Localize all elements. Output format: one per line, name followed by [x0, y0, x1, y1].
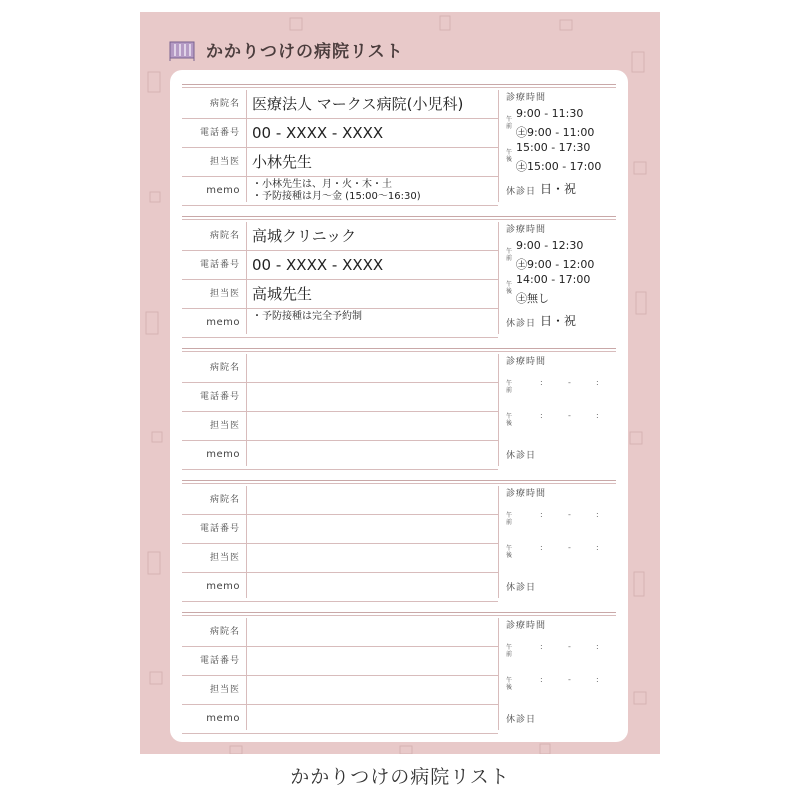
- doctor-label: 担当医: [209, 289, 240, 299]
- hospital-label: 病院名: [209, 495, 240, 505]
- hours-label: 診療時間: [506, 621, 547, 631]
- pm-label: 午後: [506, 281, 513, 295]
- hospital-entry: [182, 612, 616, 733]
- closed-label: 休診日: [506, 451, 537, 461]
- pm-dash: -: [568, 675, 571, 684]
- closed-days-field[interactable]: 日・祝: [540, 314, 577, 328]
- am-colon-end: :: [596, 378, 599, 387]
- am-dash: -: [568, 378, 571, 387]
- memo-label: memo: [206, 449, 240, 460]
- pm-hours-2[interactable]: ㊏無し: [516, 292, 549, 305]
- pm-dash: -: [568, 543, 571, 552]
- hospital-label: 病院名: [209, 231, 240, 241]
- am-dash: -: [568, 642, 571, 651]
- closed-label: 休診日: [506, 187, 537, 197]
- phone-field[interactable]: 00 - XXXX - XXXX: [252, 256, 384, 274]
- closed-label: 休診日: [506, 715, 537, 725]
- hours-label: 診療時間: [506, 489, 547, 499]
- crib-icon: [168, 36, 196, 62]
- hospital-entry: [182, 348, 616, 469]
- pm-colon-end: :: [596, 675, 599, 684]
- am-hours-2[interactable]: ㊏9:00 - 11:00: [516, 126, 595, 139]
- memo-label: memo: [206, 713, 240, 724]
- am-label: 午前: [506, 116, 513, 130]
- pm-label: 午後: [506, 413, 513, 427]
- pm-colon-end: :: [596, 543, 599, 552]
- memo-label: memo: [206, 185, 240, 196]
- hours-label: 診療時間: [506, 225, 547, 235]
- memo-field[interactable]: ・小林先生は、月・火・木・土 ・予防接種は月〜金 (15:00〜16:30): [252, 179, 421, 202]
- am-label: 午前: [506, 644, 513, 658]
- doctor-field[interactable]: 小林先生: [252, 153, 313, 171]
- closed-days-field[interactable]: 日・祝: [540, 182, 577, 196]
- phone-label: 電話番号: [199, 128, 240, 138]
- header: [168, 32, 404, 66]
- hours-block: [506, 354, 616, 466]
- hospital-entry: [182, 84, 616, 205]
- hours-block: [506, 618, 616, 730]
- doctor-label: 担当医: [209, 685, 240, 695]
- doctor-label: 担当医: [209, 421, 240, 431]
- phone-label: 電話番号: [199, 260, 240, 270]
- am-hours-1[interactable]: 9:00 - 12:30: [516, 239, 584, 252]
- am-hours-1[interactable]: 9:00 - 11:30: [516, 107, 584, 120]
- pm-label: 午後: [506, 677, 513, 691]
- hospital-entry: [182, 480, 616, 601]
- pm-hours-1[interactable]: 15:00 - 17:30: [516, 141, 591, 154]
- pm-colon-start: :: [540, 543, 543, 552]
- hospital-name-field[interactable]: 高城クリニック: [252, 227, 357, 245]
- doctor-label: 担当医: [209, 553, 240, 563]
- am-hours-2[interactable]: ㊏9:00 - 12:00: [516, 258, 595, 271]
- phone-field[interactable]: 00 - XXXX - XXXX: [252, 124, 384, 142]
- pm-dash: -: [568, 411, 571, 420]
- hours-block: [506, 222, 616, 334]
- hospital-label: 病院名: [209, 627, 240, 637]
- hospital-name-field[interactable]: 医療法人 マークス病院(小児科): [252, 95, 464, 113]
- entries-card: [170, 70, 628, 742]
- closed-label: 休診日: [506, 583, 537, 593]
- closed-label: 休診日: [506, 319, 537, 329]
- am-colon-end: :: [596, 510, 599, 519]
- memo-label: memo: [206, 581, 240, 592]
- hospital-label: 病院名: [209, 363, 240, 373]
- doctor-field[interactable]: 高城先生: [252, 285, 313, 303]
- memo-field[interactable]: ・予防接種は完全予約制: [252, 311, 362, 322]
- phone-label: 電話番号: [199, 656, 240, 666]
- hours-block: [506, 90, 616, 202]
- am-colon-start: :: [540, 510, 543, 519]
- pm-colon-start: :: [540, 411, 543, 420]
- pm-hours-2[interactable]: ㊏15:00 - 17:00: [516, 160, 602, 173]
- memo-label: memo: [206, 317, 240, 328]
- am-label: 午前: [506, 380, 513, 394]
- pm-colon-end: :: [596, 411, 599, 420]
- hospital-label: 病院名: [209, 99, 240, 109]
- am-dash: -: [568, 510, 571, 519]
- memo-sheet: [140, 12, 660, 754]
- am-label: 午前: [506, 248, 513, 262]
- doctor-label: 担当医: [209, 157, 240, 167]
- product-caption: かかりつけの病院リスト: [290, 766, 510, 788]
- sheet-title: かかりつけの病院リスト: [206, 41, 404, 62]
- hospital-entry: [182, 216, 616, 337]
- hours-label: 診療時間: [506, 357, 547, 367]
- am-colon-start: :: [540, 642, 543, 651]
- phone-label: 電話番号: [199, 524, 240, 534]
- am-colon-start: :: [540, 378, 543, 387]
- hours-label: 診療時間: [506, 93, 547, 103]
- hours-block: [506, 486, 616, 598]
- pm-colon-start: :: [540, 675, 543, 684]
- am-colon-end: :: [596, 642, 599, 651]
- pm-label: 午後: [506, 545, 513, 559]
- pm-hours-1[interactable]: 14:00 - 17:00: [516, 273, 591, 286]
- pm-label: 午後: [506, 149, 513, 163]
- am-label: 午前: [506, 512, 513, 526]
- phone-label: 電話番号: [199, 392, 240, 402]
